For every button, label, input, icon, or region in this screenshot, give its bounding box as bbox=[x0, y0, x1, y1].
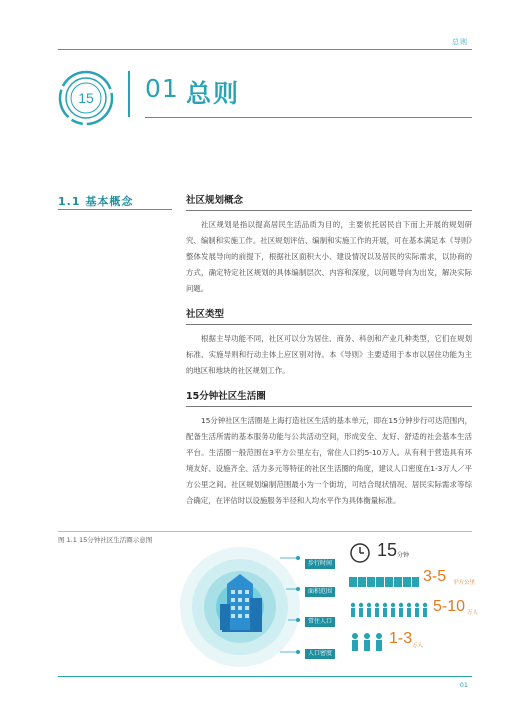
population-value: 5-10 bbox=[433, 598, 466, 615]
emblem-text: 15 bbox=[78, 90, 94, 106]
block-heading: 社区规划概念 bbox=[186, 195, 244, 206]
population-unit: 万人 bbox=[467, 610, 479, 616]
block-rule bbox=[186, 406, 472, 407]
people-row-icon bbox=[349, 602, 429, 618]
area-unit: 平方公里 bbox=[453, 580, 476, 586]
chapter-divider bbox=[128, 71, 130, 117]
area-row bbox=[305, 578, 335, 597]
density-value: 1-3 bbox=[389, 630, 413, 647]
area-value: 3-5 bbox=[423, 568, 447, 585]
block-15-minute-circle bbox=[186, 388, 472, 509]
block-community-planning bbox=[186, 192, 472, 297]
block-paragraph: 社区规划是指以提高居民生活品质为目的，主要依托居民自下而上开展的规划研究、编制和实施工作。社区规划评估、编制和实施工作的开展，可在基本满足本《导则》整体发展导向的前提下，根据社区面积大小、建设情况以及居民的实际需求，以协商的方式，确定特定社区规划的具体编制层次、内容和深度，以问题导向为出发，解决实际问题。 bbox=[186, 220, 472, 293]
block-rule bbox=[186, 210, 472, 211]
walk-time-row bbox=[305, 550, 335, 569]
clock-icon bbox=[349, 542, 371, 564]
block-heading: 15分钟社区生活圈 bbox=[186, 391, 266, 402]
bottom-rule bbox=[58, 676, 472, 677]
figure-caption: 图 1.1 15分钟社区生活圈示意图 bbox=[58, 536, 153, 544]
chapter-emblem-icon bbox=[58, 70, 114, 126]
circle-building-icon bbox=[180, 547, 300, 667]
population-row bbox=[305, 608, 335, 627]
density-unit: 万人 bbox=[412, 643, 424, 649]
figure-rule bbox=[58, 531, 472, 532]
block-paragraph: 15分钟社区生活圈是上海打造社区生活的基本单元，即在15分钟步行可达范围内，配备生活所需的基本服务功能与公共活动空间，形成安全、友好、舒适的社会基本生活平台。生活圈一般范围在3平方公里左右，常住人口约5-10万人。从有利于营造具有环境友好、设施齐全、活力多元等特征的社区生活圈的角度，建议人口密度在1-3万人／平方公里之间。社区规划编制范围最小为一个街坊，可结合现状情况、居民实际需求等综合确定，在评估时以设施服务半径和人均水平作为具体衡量标准。 bbox=[186, 416, 472, 505]
section-content bbox=[186, 192, 472, 518]
infographic-rows bbox=[305, 540, 480, 670]
block-rule bbox=[186, 324, 472, 325]
running-head: 总则 bbox=[452, 38, 468, 46]
density-tag: 人口密度 bbox=[305, 649, 335, 659]
density-row bbox=[305, 640, 335, 659]
block-heading: 社区类型 bbox=[186, 309, 225, 320]
walk-time-unit: 分钟 bbox=[397, 552, 410, 559]
block-community-type bbox=[186, 306, 472, 379]
section-rule bbox=[58, 209, 172, 210]
area-tag: 面积范围 bbox=[305, 587, 335, 597]
population-tag: 常住人口 bbox=[305, 617, 335, 627]
people-group-icon bbox=[349, 632, 385, 652]
area-bar bbox=[349, 577, 419, 587]
chapter-rule bbox=[145, 117, 472, 118]
block-paragraph: 根据主导功能不同，社区可以分为居住、商务、科创和产业几种类型，它们在规划标准、实施导则和行动主体上应区别对待。本《导则》主要适用于本市以居住功能为主的地区和地块的社区规划工作。 bbox=[186, 334, 472, 375]
walk-time-value: 15 bbox=[377, 540, 398, 560]
section-label: 1.1 基本概念 bbox=[58, 195, 134, 208]
chapter-number: 01 bbox=[145, 74, 179, 103]
page-number: 01 bbox=[459, 681, 468, 689]
walk-time-tag: 步行时间 bbox=[305, 559, 335, 569]
chapter-title: 总则 bbox=[186, 79, 241, 108]
top-rule bbox=[58, 49, 472, 50]
